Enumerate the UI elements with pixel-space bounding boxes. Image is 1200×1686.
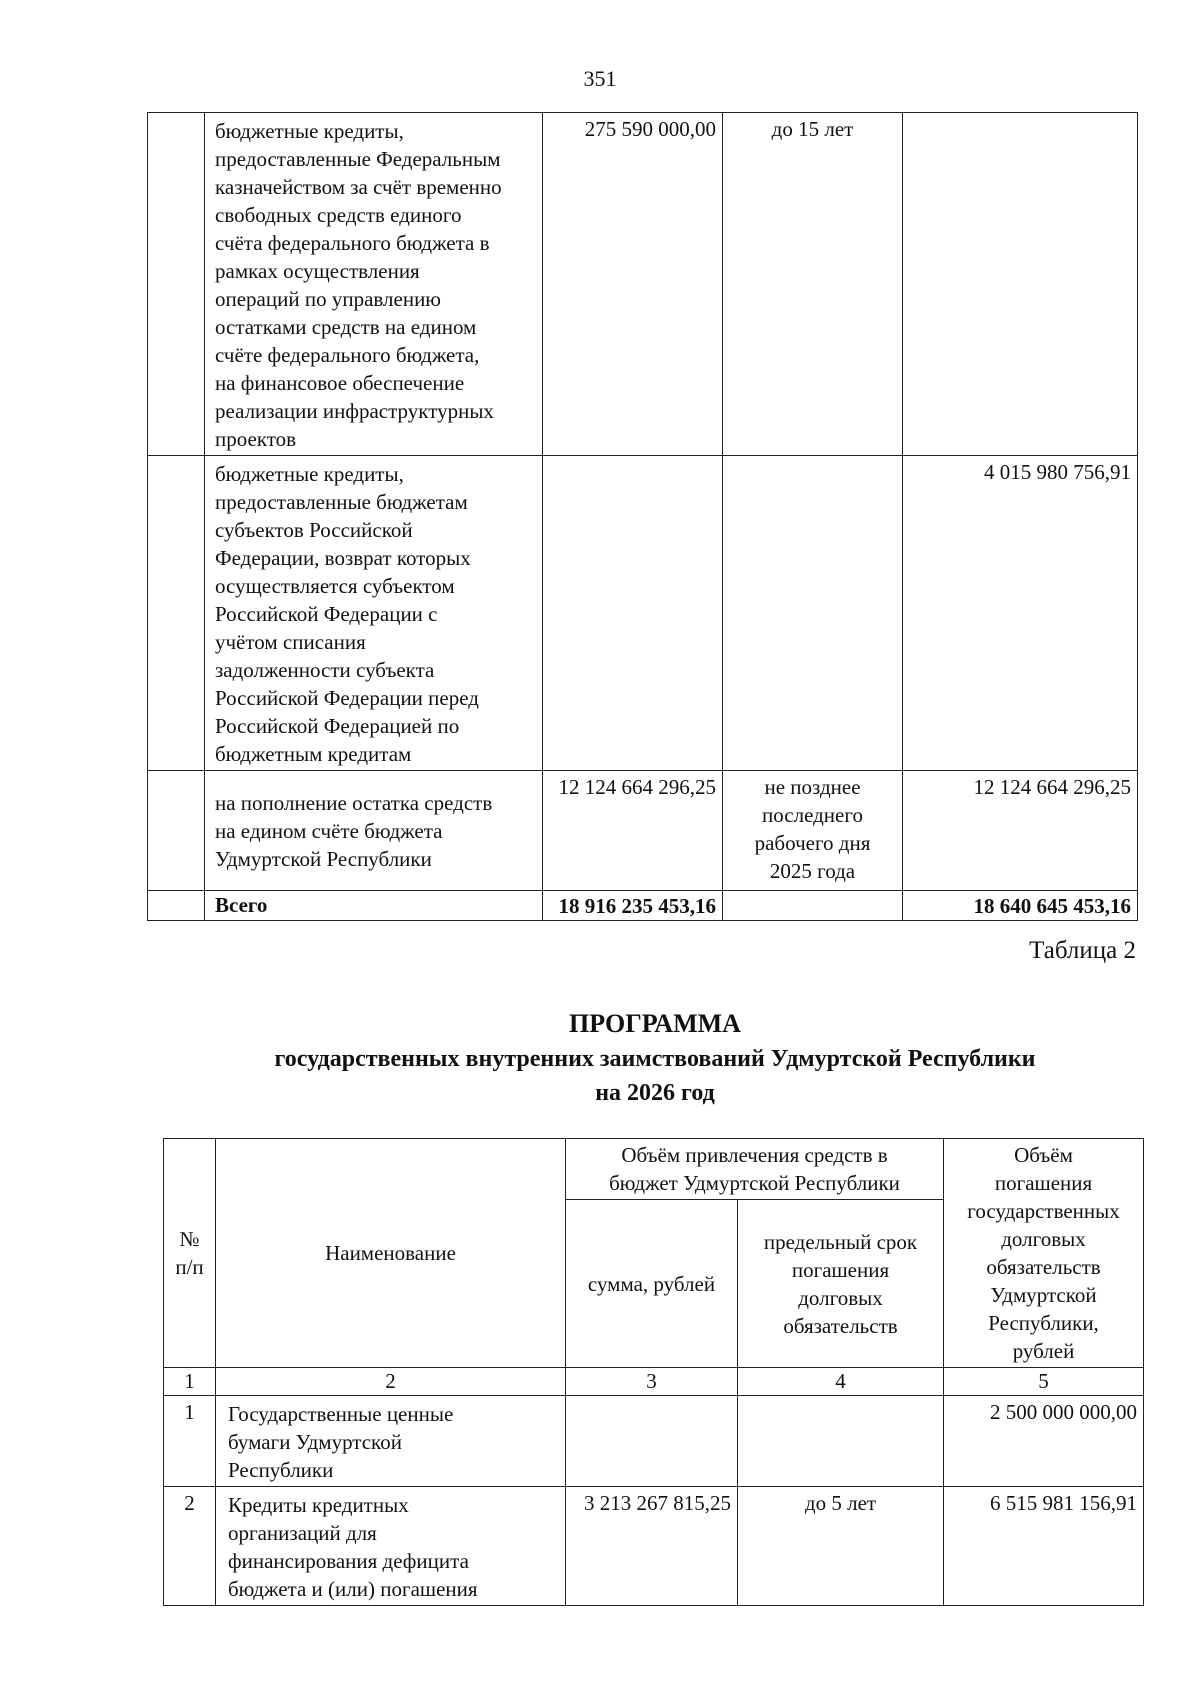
total-term [723, 891, 903, 921]
borrowing-program-table [163, 1138, 1144, 1606]
row-name: бюджетные кредиты, предоставленные Федеральным казначейством за счёт временно свободных средств единого счёта федерального бюджета в рамках осуществления операций по управлению остатками средств на едином счёте федерального бюджета, на финансовое обеспечение реализации инфраструктурных проектов [205, 113, 543, 456]
row-name: Кредиты кредитных организаций для финансирования дефицита бюджета и (или) погашения [216, 1487, 566, 1606]
row-term: не позднее последнего рабочего дня 2025 года [723, 771, 903, 891]
program-subtitle: государственных внутренних заимствований Удмуртской Республики на 2026 год [274, 1046, 1036, 1106]
column-number: 4 [738, 1368, 944, 1396]
total-row [148, 891, 1138, 921]
column-number: 3 [566, 1368, 738, 1396]
header-number: № п/п [164, 1139, 216, 1368]
table-row [148, 113, 1138, 456]
row-repayment: 6 515 981 156,91 [944, 1487, 1144, 1606]
row-number: 1 [164, 1396, 216, 1487]
header-repayment-volume: Объём погашения государственных долговых обязательств Удмуртской Республики, рублей [944, 1139, 1144, 1368]
row-number-cell [148, 771, 205, 891]
program-title: ПРОГРАММА [569, 1009, 741, 1038]
row-repayment: 4 015 980 756,91 [903, 456, 1138, 771]
column-number: 1 [164, 1368, 216, 1396]
column-number-row [164, 1368, 1144, 1396]
borrowing-table-continued [147, 112, 1138, 921]
row-sum [543, 456, 723, 771]
row-name: бюджетные кредиты, предоставленные бюджетам субъектов Российской Федерации, возврат которых осуществляется субъектом Российской Федерации с учётом списания задолженности субъекта Российской Федерации перед Российской Федерацией по бюджетным кредитам [205, 456, 543, 771]
row-sum: 12 124 664 296,25 [543, 771, 723, 891]
row-term [723, 456, 903, 771]
header-term: предельный срок погашения долговых обязательств [738, 1200, 944, 1368]
header-name: Наименование [216, 1139, 566, 1368]
row-name: Государственные ценные бумаги Удмуртской Республики [216, 1396, 566, 1487]
table-row [148, 456, 1138, 771]
table-row [164, 1487, 1144, 1606]
row-repayment: 12 124 664 296,25 [903, 771, 1138, 891]
row-term: до 5 лет [738, 1487, 944, 1606]
total-repayment: 18 640 645 453,16 [903, 891, 1138, 921]
row-number-cell [148, 456, 205, 771]
row-repayment [903, 113, 1138, 456]
column-number: 2 [216, 1368, 566, 1396]
row-sum: 3 213 267 815,25 [566, 1487, 738, 1606]
row-number-cell [148, 113, 205, 456]
table-caption: Таблица 2 [1029, 937, 1136, 964]
header-attraction-volume: Объём привлечения средств в бюджет Удмуртской Республики [566, 1139, 944, 1200]
total-sum: 18 916 235 453,16 [543, 891, 723, 921]
row-sum: 275 590 000,00 [543, 113, 723, 456]
row-name: на пополнение остатка средств на едином счёте бюджета Удмуртской Республики [205, 771, 543, 891]
header-sum: сумма, рублей [566, 1200, 738, 1368]
row-term [738, 1396, 944, 1487]
row-number-cell [148, 891, 205, 921]
row-number: 2 [164, 1487, 216, 1606]
row-term: до 15 лет [723, 113, 903, 456]
page-number: 351 [583, 66, 617, 91]
row-repayment: 2 500 000 000,00 [944, 1396, 1144, 1487]
table-row [164, 1396, 1144, 1487]
column-number: 5 [944, 1368, 1144, 1396]
total-label: Всего [205, 891, 543, 921]
header-row [164, 1139, 1144, 1200]
row-sum [566, 1396, 738, 1487]
table-row [148, 771, 1138, 891]
